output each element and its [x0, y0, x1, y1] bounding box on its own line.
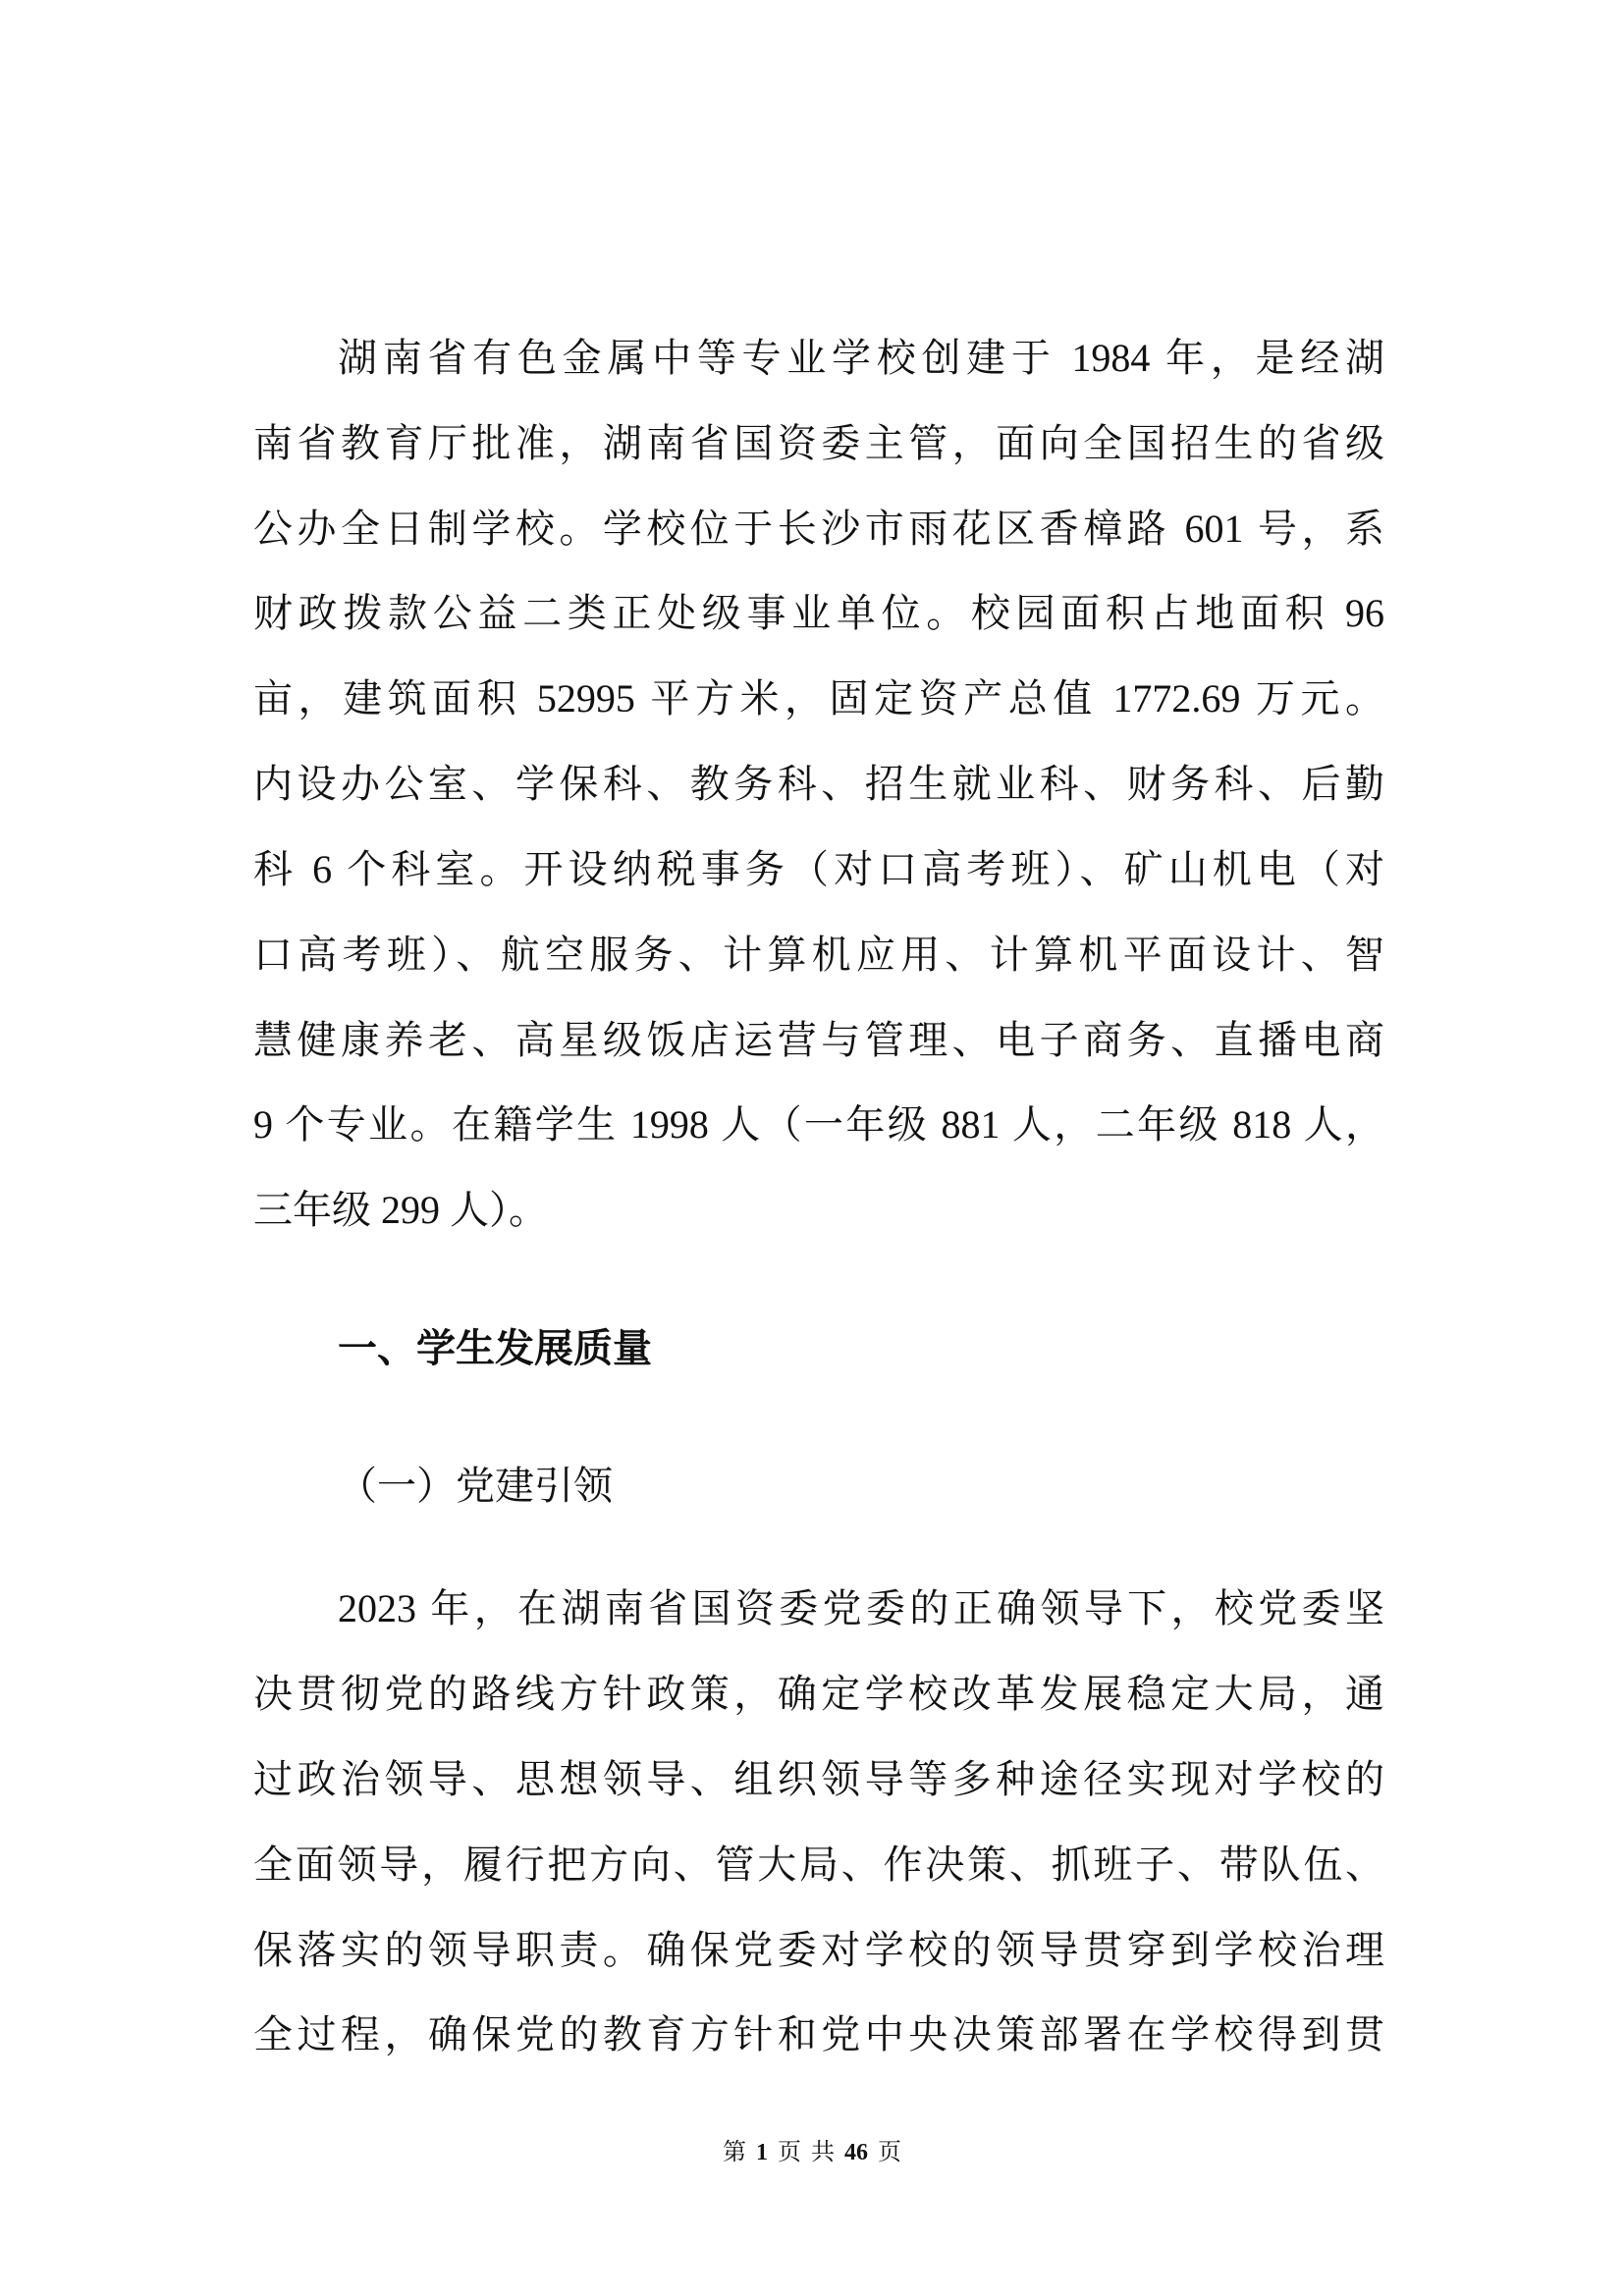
paragraph-line: 全面领导，履行把方向、管大局、作决策、抓班子、带队伍、: [253, 1842, 1384, 1887]
paragraph-line: 2023 年，在湖南省国资委党委的正确领导下，校党委坚: [338, 1586, 1384, 1630]
paragraph-line: 财政拨款公益二类正处级事业单位。校园面积占地面积 96: [253, 591, 1384, 635]
paragraph-line: 湖南省有色金属中等专业学校创建于 1984 年，是经湖: [338, 336, 1384, 380]
paragraph-line: 过政治领导、思想领导、组织领导等多种途径实现对学校的: [253, 1757, 1384, 1801]
paragraph-line: 决贯彻党的路线方针政策，确定学校改革发展稳定大局，通: [253, 1672, 1384, 1716]
paragraph-line: 科 6 个科室。开设纳税事务（对口高考班）、矿山机电（对: [253, 847, 1384, 891]
paragraph-line: 三年级 299 人）。: [253, 1188, 548, 1232]
page-number: 1: [756, 2140, 768, 2165]
paragraph-line: 口高考班）、航空服务、计算机应用、计算机平面设计、智: [253, 933, 1384, 977]
paragraph-line: 保落实的领导职责。确保党委对学校的领导贯穿到学校治理: [253, 1928, 1384, 1972]
section-heading: 一、学生发展质量: [338, 1326, 652, 1370]
footer-page-label: 页: [778, 2140, 801, 2165]
paragraph-line: 慧健康养老、高星级饭店运营与管理、电子商务、直播电商: [253, 1018, 1384, 1062]
footer-total-label: 共: [811, 2140, 835, 2165]
paragraph-line: 内设办公室、学保科、教务科、招生就业科、财务科、后勤: [253, 762, 1384, 806]
footer-suffix: 页: [878, 2140, 901, 2165]
paragraph-line: 南省教育厅批准，湖南省国资委主管，面向全国招生的省级: [253, 421, 1384, 465]
footer-prefix: 第: [723, 2140, 746, 2165]
subsection-heading: （一）党建引领: [338, 1464, 613, 1508]
total-pages: 46: [844, 2140, 868, 2165]
page-footer: [0, 2136, 1624, 2169]
paragraph-line: 公办全日制学校。学校位于长沙市雨花区香樟路 601 号，系: [253, 507, 1384, 551]
paragraph-line: 全过程，确保党的教育方针和党中央决策部署在学校得到贯: [253, 2012, 1384, 2056]
paragraph-line: 9 个专业。在籍学生 1998 人（一年级 881 人，二年级 818 人，: [253, 1102, 1384, 1147]
paragraph-line: 亩，建筑面积 52995 平方米，固定资产总值 1772.69 万元。: [253, 676, 1384, 721]
